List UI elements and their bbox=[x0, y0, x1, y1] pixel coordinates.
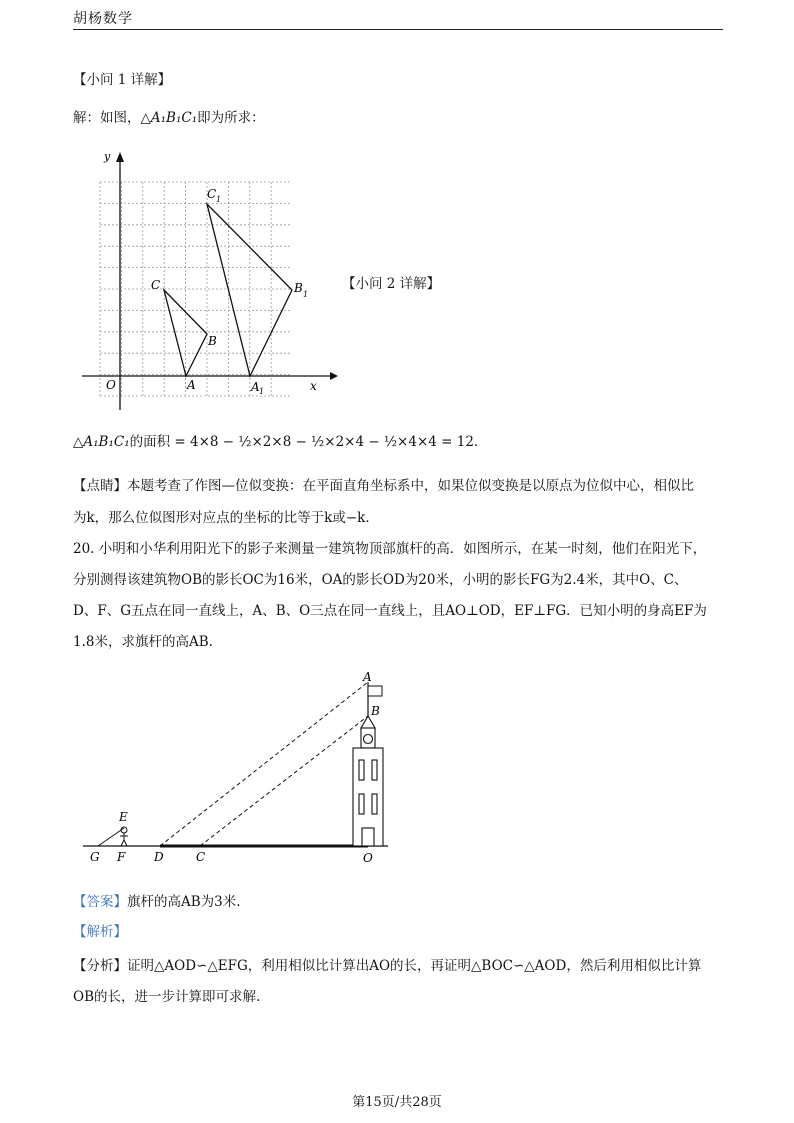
analysis-label: 【解析】 bbox=[73, 924, 127, 940]
q2-detail-label: 【小问 2 详解】 bbox=[342, 276, 441, 292]
header-divider bbox=[73, 29, 723, 30]
page-number: 第15页/共28页 bbox=[352, 1095, 442, 1110]
point-e-label: E bbox=[119, 810, 128, 824]
problem20-line-1: 20. 小明和小华利用阳光下的影子来测量一建筑物顶部旗杆的高．如图所示，在某一时刻，他们在阳光下， bbox=[73, 541, 707, 557]
coordinate-figure bbox=[78, 148, 338, 416]
area-triangle: △A₁B₁C₁ bbox=[73, 434, 130, 450]
problem20-line-2: 分别测得该建筑物OB的影长OC为16米，OA的影长OD为20米，小明的影长FG为2.4米，其中O、C、 bbox=[73, 572, 688, 588]
point-a-label: A bbox=[187, 378, 196, 392]
y-axis-arrow-icon bbox=[116, 152, 124, 162]
ray-e-to-g bbox=[98, 828, 124, 846]
building-icon bbox=[353, 716, 383, 846]
q1-detail-label: 【小问 1 详解】 bbox=[73, 72, 172, 88]
shadow-figure bbox=[78, 668, 398, 873]
area-text: 的面积 = 4×8 − ½×2×8 − ½×2×4 − ½×4×4 = 12． bbox=[129, 434, 488, 450]
page-header-title: 胡杨数学 bbox=[73, 11, 133, 27]
point-a-label: A bbox=[363, 670, 372, 684]
point-b-label: B bbox=[371, 704, 380, 718]
comment-label: 【点睛】 bbox=[73, 478, 127, 494]
problem20-line-4: 1.8米，求旗杆的高AB. bbox=[73, 634, 213, 650]
point-g-label: G bbox=[90, 850, 100, 864]
point-o-label: O bbox=[363, 851, 373, 865]
point-a1-subscript: 1 bbox=[259, 387, 265, 396]
analysis-text-1: 证明△AOD∽△EFG，利用相似比计算出AO的长，再证明△BOC∽△AOD，然后利用相似比计算 bbox=[127, 958, 702, 974]
answer-label: 【答案】 bbox=[73, 894, 127, 910]
point-c-label: C bbox=[196, 850, 206, 864]
point-c1-label: C bbox=[207, 187, 217, 201]
origin-label: O bbox=[106, 378, 116, 392]
answer-line bbox=[73, 890, 241, 910]
analysis-detail-label: 【分析】 bbox=[73, 958, 127, 974]
q1-answer-suffix: 即为所求： bbox=[197, 110, 265, 126]
y-axis-label: y bbox=[104, 150, 111, 163]
person-icon bbox=[120, 827, 128, 846]
q1-triangle: △A₁B₁C₁ bbox=[140, 110, 198, 126]
ray-b-to-c bbox=[200, 716, 368, 846]
point-b-label: B bbox=[208, 334, 217, 348]
answer-text: 旗杆的高AB为3米. bbox=[127, 894, 241, 910]
q1-answer-line bbox=[73, 106, 265, 126]
flag-icon bbox=[368, 686, 382, 696]
grid-lines bbox=[100, 182, 292, 396]
q1-answer-prefix: 解：如图， bbox=[73, 110, 141, 126]
comment-line-2: 为k，那么位似图形对应点的坐标的比等于k或−k． bbox=[73, 510, 379, 526]
x-axis-arrow-icon bbox=[330, 372, 338, 380]
x-axis-label: x bbox=[310, 379, 317, 393]
ray-a-to-d bbox=[160, 682, 368, 846]
comment-line-1 bbox=[73, 474, 694, 494]
problem20-line-3: D、F、G五点在同一直线上，A、B、O三点在同一直线上，且AO⊥OD，EF⊥FG．已知小明的身高EF为 bbox=[73, 603, 707, 619]
area-formula bbox=[73, 430, 487, 450]
comment-text-1: 本题考查了作图—位似变换：在平面直角坐标系中，如果位似变换是以原点为位似中心，相似比 bbox=[127, 478, 694, 494]
analysis-line-1 bbox=[73, 954, 701, 974]
point-c-label: C bbox=[151, 278, 161, 292]
point-b1-label: B bbox=[294, 281, 303, 295]
point-f-label: F bbox=[117, 850, 126, 864]
point-b1-subscript: 1 bbox=[303, 290, 309, 299]
point-c1-subscript: 1 bbox=[216, 195, 222, 204]
point-d-label: D bbox=[154, 850, 164, 864]
point-a1-label: A bbox=[251, 380, 260, 394]
analysis-line-2: OB的长，进一步计算即可求解. bbox=[73, 989, 261, 1005]
